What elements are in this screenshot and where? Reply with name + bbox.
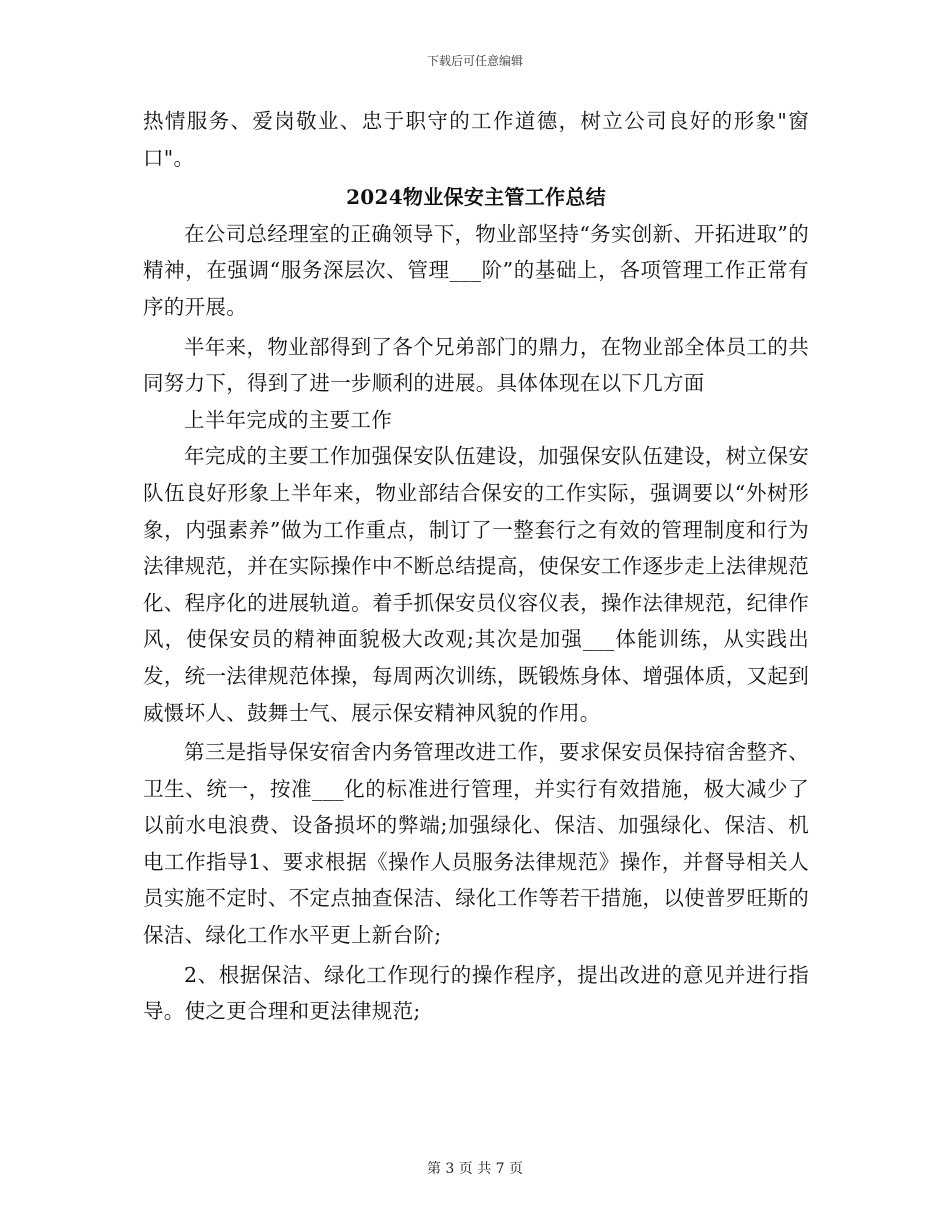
paragraph: 半年来，物业部得到了各个兄弟部门的鼎力，在物业部全体员工的共同努力下，得到了进一步顺利的进展。具体体现在以下几方面 bbox=[143, 334, 809, 396]
paragraph: 年完成的主要工作加强保安队伍建设，加强保安队伍建设，树立保安队伍良好形象上半年来，物业部结合保安的工作实际，强调要以“外树形象，内强素养”做为工作重点，制订了一整套行之有效的管理制度和行为法律规范，并在实际操作中不断总结提高，使保安工作逐步走上法律规范化、程序化的进展轨道。着手抓保安员仪容仪表，操作法律规范，纪律作风，使保安员的精神面貌极大改观;其次是加强___体能训练，从实践出发，统一法律规范体操，每周两次训练，既锻炼身体、增强体质，又起到威慑坏人、鼓舞士气、展示保安精神风貌的作用。 bbox=[143, 444, 809, 725]
paragraph: 第三是指导保安宿舍内务管理改进工作，要求保安员保持宿舍整齐、卫生、统一，按准___化的标准进行管理，并实行有效措施，极大减少了以前水电浪费、设备损坏的弊端;加强绿化、保洁、加强绿化、保洁、机电工作指导1、要求根据《操作人员服务法律规范》操作，并督导相关人员实施不定时、不定点抽查保洁、绿化工作等若干措施，以使普罗旺斯的保洁、绿化工作水平更上新台阶; bbox=[143, 740, 809, 948]
continuation-paragraph: 热情服务、爱岗敬业、忠于职守的工作道德，树立公司良好的形象"窗口"。 bbox=[143, 109, 809, 170]
document-body bbox=[143, 103, 809, 1030]
paragraph: 在公司总经理室的正确领导下，物业部坚持“务实创新、开拓进取”的精神，在强调“服务深层次、管理___阶”的基础上，各项管理工作正常有序的开展。 bbox=[143, 221, 809, 319]
document-title: 2024物业保安主管工作总结 bbox=[346, 185, 606, 210]
paragraph: 2、根据保洁、绿化工作现行的操作程序，提出改进的意见并进行指导。使之更合理和更法律规范; bbox=[143, 962, 809, 1024]
section-heading: 上半年完成的主要工作 bbox=[184, 407, 392, 432]
page-number: 第 3 页 共 7 页 bbox=[426, 1161, 524, 1177]
page-header: 下载后可任意编辑 bbox=[426, 54, 523, 68]
